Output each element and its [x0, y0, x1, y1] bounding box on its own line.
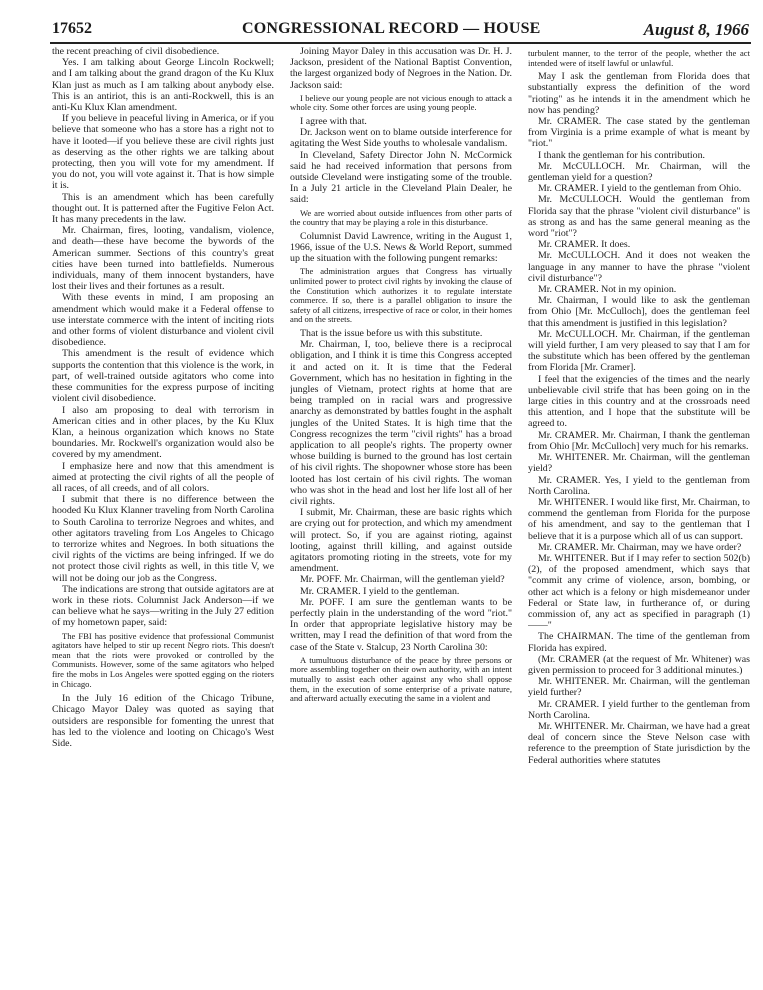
paragraph: This is an amendment which has been carefully thought out. It is patterned after the Fugitive Felon Act. It has many precedents in the law. [52, 191, 274, 226]
paragraph: In the July 16 edition of the Chicago Tribune, Chicago Mayor Daley was quoted as saying that outsiders are responsible for fomenting the unrest that has led to the violence and looting on Chicago's West Side. [52, 693, 274, 749]
paragraph: the recent preaching of civil disobedience. [52, 46, 220, 57]
paragraph: With these events in mind, I am proposing an amendment which would make it a Federal offense to use interstate commerce with the intent of inciting riots and other forms of violent disturbance and violent civil disobedience. [52, 292, 274, 349]
paragraph: I agree with that. [300, 116, 367, 127]
paragraph: Joining Mayor Daley in this accusation was Dr. H. J. Jackson, president of the National Baptist Convention, the largest organized body of Negroes in the Nation. Dr. Jackson said: [290, 46, 512, 91]
paragraph: If you believe in peaceful living in America, or if you believe that someone who has a store has a right not to have it looted—if you believe these are civil rights just as deserving as the other rights we are talking about protecting, then you will vote for my amendment. If you do not, you will vote against it. That is how simple it is. [52, 113, 274, 192]
paragraph: Mr. McCULLOCH. Mr. Chairman, will the gentleman yield for a question? [528, 160, 750, 184]
paragraph: Mr. POFF. I am sure the gentleman wants to be perfectly plain in the understanding of the word "riot." In order that appropriate legislative history may be written, may I read the definition of that word from the case of the State v. Stalcup, 23 North Carolina 30: [290, 596, 512, 653]
issue-date: August 8, 1966 [643, 20, 749, 39]
paragraph: Mr. WHITENER. But if I may refer to section 502(b)(2), of the proposed amendment, which says that "commit any crime of violence, arson, bombing, or other act which is a felony or high misdemeanor under Federal or State law, in furtherance of, or during commission of, any act as specified in paragraph (1)——" [528, 552, 750, 632]
paragraph: Mr. Chairman, I, too, believe there is a reciprocal obligation, and I think it is time this Congress accepted it and acted on it. It is time that the Federal Government, which has no hesitation in fighting in the jungles of Vietnam, protect rights at home that are being trampled on in racial wars and progressive anarchy as demonstrated by battles fought in the asphalt jungles of the United States. It is high time that the Congress recognizes the term "civil rights" has a broad application to all people's rights. The property owner whose building is burned to the ground has lost certain of his civil rights. The shopowner whose store has been looted has lost certain of his civil rights. The woman who was shot in the head and lost her life lost all of her civil rights. [290, 339, 512, 508]
paragraph: Mr. McCULLOCH. And it does not weaken the language in any manner to have the phrase "violent civil disturbance"? [528, 250, 750, 284]
block-quote: A tumultuous disturbance of the peace by three persons or more assembling together on their own authority, with an intent mutually to assist each other against any who shall oppose them, in the execution of some enterprise of a private nature, and afterward actually executing the same in a violent and [290, 654, 512, 704]
block-quote: The administration argues that Congress has virtually unlimited power to protect civil rights by invoking the clause of the Constitution which authorizes it to regulate interstate commerce. If so, there is a parallel obligation to insure the safety of all citizens, irrespective of race or color, in their homes and on the streets. [290, 266, 512, 325]
paragraph: The CHAIRMAN. The time of the gentleman from Florida has expired. [528, 631, 750, 654]
block-quote: The FBI has positive evidence that professional Communist agitators have helped to stir up recent Negro riots. This doesn't mean that the riots were provoked or controlled by the Communists. However, some of the same agitators who helped fire the mobs in Los Angeles were spotted egging on the rioters in Chicago. [52, 630, 274, 689]
paragraph: I thank the gentleman for his contribution. [538, 149, 706, 161]
paragraph: Mr. CRAMER. Mr. Chairman, may we have order? [538, 541, 742, 553]
paragraph: Yes. I am talking about George Lincoln Rockwell; and I am talking about the grand dragon of the Ku Klux Klan just as much as I am talking about anybody else. This is an antiriot, this is an anti-Rockwell, this is an anti-Ku Klux Klan amendment. [52, 57, 274, 114]
paragraph: I also am proposing to deal with terrorism in American cities and in other places, by the Ku Klux Klan, a heinous organization which knows no State boundaries. Mr. Rockwell's organization would also be covered by my amendment. [52, 404, 274, 461]
paragraph: That is the issue before us with this substitute. [300, 327, 483, 339]
block-quote: turbulent manner, to the terror of the people, whether the act intended were of itself lawful or unlawful. [528, 48, 750, 68]
paragraph: Mr. Chairman, fires, looting, vandalism, violence, and death—these have become the bywords of the American summer. Sections of this country's great cities have been turned into battlefields. Numerous individuals, many of them innocent bystanders, have lost their lives and their fortunes as a result. [52, 225, 274, 293]
block-quote: I believe our young people are not vicious enough to attack a whole city. Some other forces are using young people. [290, 92, 512, 113]
paragraph: Mr. CRAMER. It does. [538, 239, 631, 251]
paragraph: Mr. McCULLOCH. Would the gentleman from Florida say that the phrase "violent civil disturbance" is as strong as and has the same general meaning as the word "riot"? [528, 194, 750, 240]
paragraph: Mr. WHITENER. Mr. Chairman, will the gentleman yield further? [528, 676, 750, 699]
text-column-2 [290, 46, 512, 990]
paragraph: May I ask the gentleman from Florida does that substantially express the definition of the word "rioting" as he intends it in the amendment which he now has pending? [528, 71, 750, 116]
publication-title: CONGRESSIONAL RECORD — HOUSE [242, 20, 541, 37]
paragraph: Mr. WHITENER. I would like first, Mr. Chairman, to commend the gentleman from Florida for the purpose of his amendment, and say to the gentleman that I believe that it is a purpose which all of us can support. [528, 496, 750, 542]
block-quote: We are worried about outside influences from other parts of the country that may be playing a role in this disturbance. [290, 207, 512, 228]
paragraph: In Cleveland, Safety Director John N. McCormick said he had received information that persons from outside Cleveland were instigating some of the trouble. In a July 21 article in the Cleveland Plain Dealer, he said: [290, 149, 512, 206]
paragraph: I submit, Mr. Chairman, these are basic rights which are crying out for protection, and which my amendment will protect. So, if you are against rioting, against looting, against thrill killing, and against outside agitators promoting rioting in the streets, vote for my amendment. [290, 507, 512, 575]
paragraph: Mr. Chairman, I would like to ask the gentleman from Ohio [Mr. McCulloch], does the gentleman feel that this amendment is justified in this legislation? [528, 295, 750, 329]
paragraph: I emphasize here and now that this amendment is aimed at protecting the civil rights of all the people of all races, of all creeds, and of all colors. [52, 460, 274, 494]
paragraph: Columnist David Lawrence, writing in the August 1, 1966, issue of the U.S. News & World Report, summed up the situation with the following pungent remarks: [290, 230, 512, 265]
paragraph: Mr. CRAMER. I yield further to the gentleman from North Carolina. [528, 698, 750, 721]
page-header [52, 20, 749, 44]
page-number: 17652 [52, 20, 92, 37]
paragraph: I submit that there is no difference between the hooded Ku Klux Klanner traveling from North Carolina to South Carolina to terrorize Negroes and whites, and other agitators traveling from Los Angeles to Chicago to terrorize whites and Negroes. In both situations the civil rights of the victims are being infringed. If we do not protect those civil rights as well, in this title V, we will not be doing our job as the Congress. [52, 494, 274, 584]
paragraph: Mr. CRAMER. I yield to the gentleman. [300, 585, 460, 597]
paragraph: The indications are strong that outside agitators are at work in these riots. Columnist Jack Anderson—if we can believe what he says—writing in the July 27 edition of my hometown paper, said: [52, 583, 274, 629]
text-column-1 [52, 46, 274, 990]
paragraph: Mr. CRAMER. Yes, I yield to the gentleman from North Carolina. [528, 474, 750, 497]
paragraph: Dr. Jackson went on to blame outside interference for agitating the West Side youths to wholesale vandalism. [290, 127, 512, 150]
paragraph: (Mr. CRAMER (at the request of Mr. Whitener) was given permission to proceed for 3 additional minutes.) [528, 653, 750, 676]
paragraph: I feel that the exigencies of the times and the nearly unbelievable civil strife that has been going on in the large cities in this country and at the crossroads need this attention, and I hope that the substitute will be agreed to. [528, 373, 750, 430]
paragraph: Mr. CRAMER. Not in my opinion. [538, 284, 677, 296]
paragraph: Mr. WHITENER. Mr. Chairman, will the gentleman yield? [528, 452, 750, 475]
paragraph: Mr. POFF. Mr. Chairman, will the gentleman yield? [300, 574, 505, 586]
paragraph: Mr. CRAMER. Mr. Chairman, I thank the gentleman from Ohio [Mr. McCulloch] very much for his remarks. [528, 429, 750, 452]
paragraph: Mr. WHITENER. Mr. Chairman, we have had a great deal of concern since the Steve Nelson case with reference to the preemption of State jurisdiction by the Federal authorities where statutes [528, 720, 750, 766]
paragraph: This amendment is the result of evidence which supports the contention that this violence is the work, in part, of well-trained outside agitators who come into these communities for the express purpose of inciting violent civil disobedience. [52, 348, 274, 405]
header-rule [50, 42, 751, 44]
text-column-3 [528, 46, 750, 990]
paragraph: Mr. McCULLOCH. Mr. Chairman, if the gentleman will yield further, I am very pleased to say that I am for the substitute which has been offered by the gentleman from Florida [Mr. Cramer]. [528, 328, 750, 374]
paragraph: Mr. CRAMER. I yield to the gentleman from Ohio. [538, 183, 742, 195]
paragraph: Mr. CRAMER. The case stated by the gentleman from Virginia is a prime example of what is meant by "riot." [528, 116, 750, 150]
